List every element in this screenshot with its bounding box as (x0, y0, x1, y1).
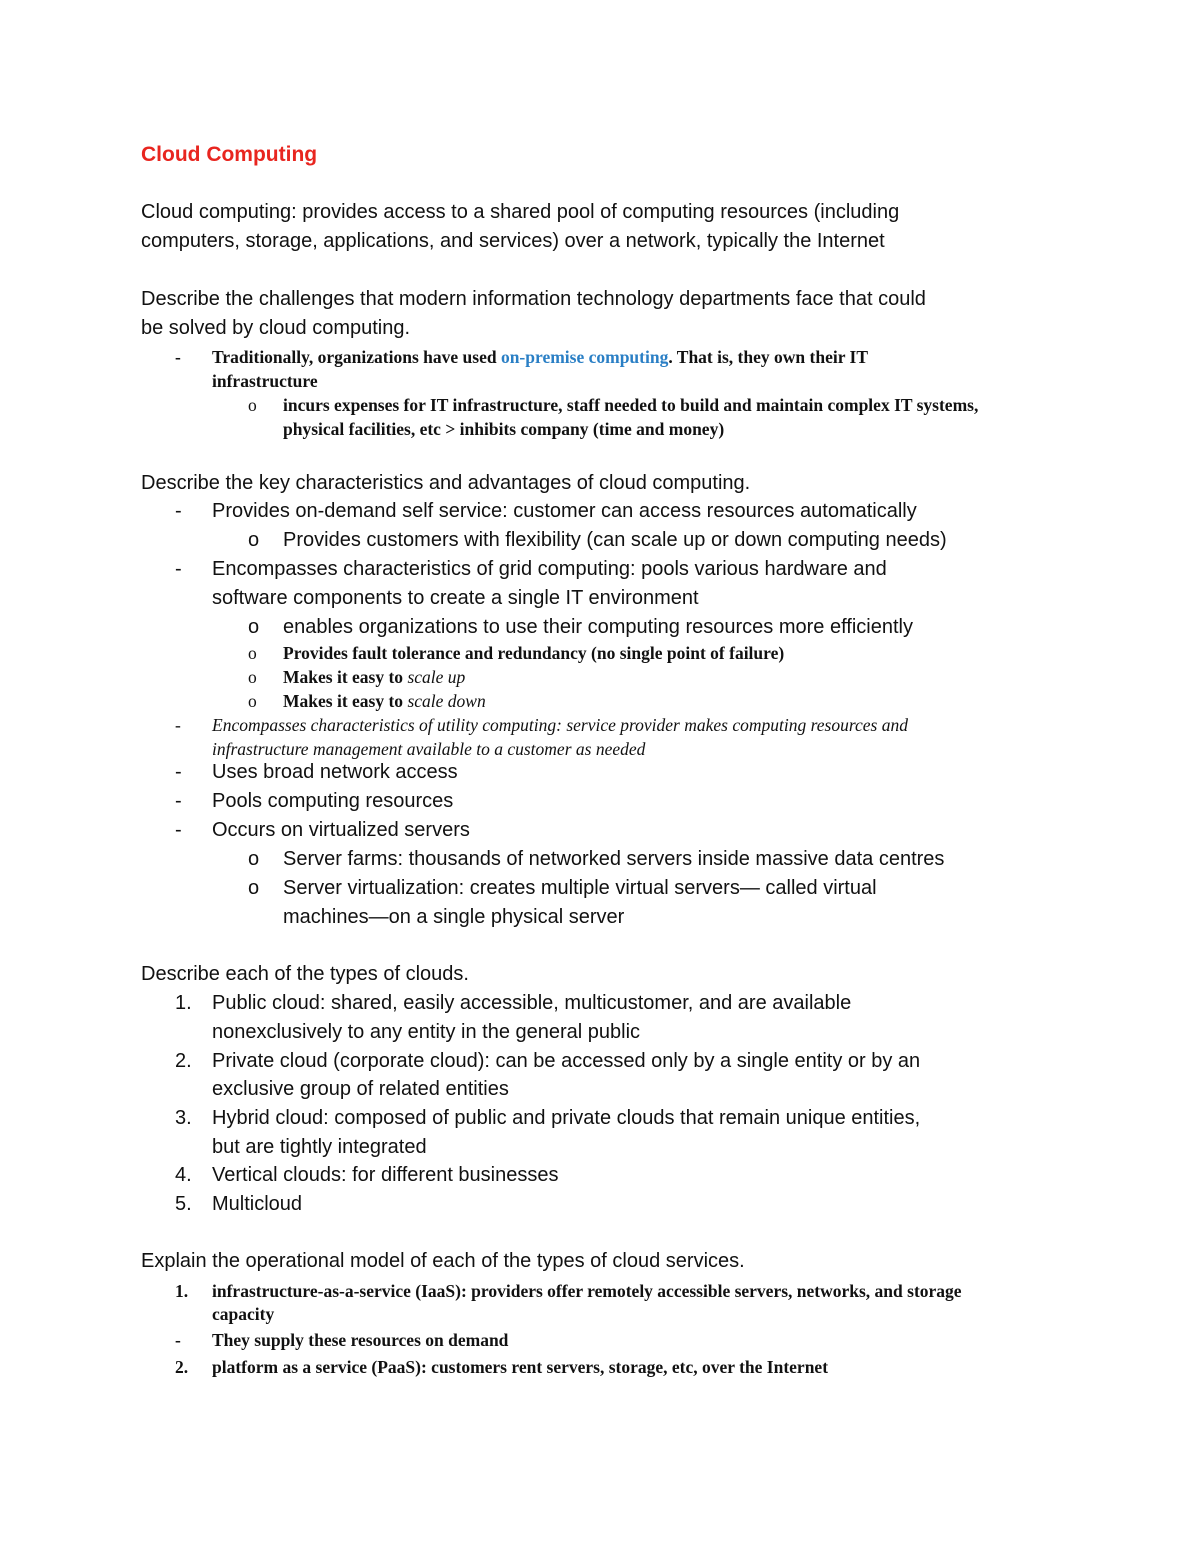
q2-bullet-4: Uses broad network access (212, 761, 458, 783)
q3-item-3-line-2: but are tightly integrated (212, 1136, 427, 1158)
circle-marker: o (248, 667, 257, 687)
q1-bullet-1-text-pre: Traditionally, organizations have used (212, 347, 501, 367)
circle-marker: o (248, 643, 257, 663)
q2-sub-4-pre: Makes it easy to (283, 691, 408, 711)
q3-item-1-line-2: nonexclusively to any entity in the general public (212, 1021, 641, 1043)
q3-item-5: Multicloud (212, 1193, 303, 1215)
scale-down-text: scale down (407, 691, 486, 711)
q2-bullet-3-line-2: infrastructure management available to a customer as needed (212, 739, 646, 759)
dash-marker: - (175, 500, 182, 522)
q3-item-2-number: 2. (175, 1050, 192, 1072)
dash-marker: - (175, 790, 182, 812)
q3-heading: Describe each of the types of clouds. (141, 963, 469, 985)
q4-item-1-line-2: capacity (212, 1304, 275, 1324)
q3-item-2-line-2: exclusive group of related entities (212, 1078, 509, 1100)
q3-item-1: Public cloud: shared, easily accessible, multicustomer, and are available (212, 992, 852, 1014)
q3-item-4-number: 4. (175, 1164, 192, 1186)
q1-bullet-1 (212, 345, 868, 369)
q4-item-1-sub: They supply these resources on demand (212, 1330, 509, 1350)
q2-bullet-6-sub-1: Server farms: thousands of networked servers inside massive data centres (283, 848, 945, 870)
q1-sub-bullet-1: incurs expenses for IT infrastructure, staff needed to build and maintain complex IT systems, (283, 395, 979, 415)
q3-item-2: Private cloud (corporate cloud): can be accessed only by a single entity or by an (212, 1050, 921, 1072)
q3-item-3: Hybrid cloud: composed of public and private clouds that remain unique entities, (212, 1107, 921, 1129)
q2-bullet-6: Occurs on virtualized servers (212, 819, 470, 841)
q2-bullet-2-sub-2: Provides fault tolerance and redundancy (no single point of failure) (283, 643, 785, 663)
q2-heading: Describe the key characteristics and advantages of cloud computing. (141, 472, 751, 494)
dash-marker: - (175, 558, 182, 580)
q3-item-3-number: 3. (175, 1107, 192, 1129)
q4-item-2: platform as a service (PaaS): customers rent servers, storage, etc, over the Internet (212, 1357, 829, 1377)
q4-item-1-number: 1. (175, 1281, 189, 1301)
q2-bullet-2-sub-4 (283, 689, 486, 713)
dash-marker: - (175, 761, 182, 783)
q2-sub-3-pre: Makes it easy to (283, 667, 408, 687)
page-title: Cloud Computing (141, 143, 318, 166)
q2-bullet-2-sub-1: enables organizations to use their computing resources more efficiently (283, 616, 913, 638)
q4-item-1: infrastructure-as-a-service (IaaS): providers offer remotely accessible servers, networks, and storage (212, 1281, 962, 1301)
dash-marker: - (175, 1330, 181, 1350)
q2-bullet-6-sub-2: Server virtualization: creates multiple virtual servers— called virtual (283, 877, 877, 899)
q1-bullet-1-line-2: infrastructure (212, 371, 318, 391)
q1-sub-bullet-1-line-2: physical facilities, etc > inhibits company (time and money) (283, 419, 725, 439)
circle-marker: o (248, 848, 260, 870)
q2-bullet-2-line-2: software components to create a single IT environment (212, 587, 699, 609)
q1-heading-line-1: Describe the challenges that modern information technology departments face that could (141, 288, 926, 310)
circle-marker: o (248, 877, 260, 899)
q3-item-5-number: 5. (175, 1193, 192, 1215)
q2-bullet-5: Pools computing resources (212, 790, 454, 812)
on-premise-link-text: on-premise computing (500, 347, 669, 367)
definition-line-1: Cloud computing: provides access to a shared pool of computing resources (including (141, 201, 900, 223)
q4-heading: Explain the operational model of each of the types of cloud services. (141, 1250, 745, 1272)
q3-item-4: Vertical clouds: for different businesses (212, 1164, 559, 1186)
dash-marker: - (175, 347, 181, 367)
circle-marker: o (248, 691, 257, 711)
circle-marker: o (248, 395, 257, 415)
q1-bullet-1-text-post: . That is, they own their IT (668, 347, 869, 367)
q2-bullet-1: Provides on-demand self service: customer can access resources automatically (212, 500, 917, 522)
definition-line-2: computers, storage, applications, and services) over a network, typically the Internet (141, 230, 885, 252)
q2-bullet-3: Encompasses characteristics of utility computing: service provider makes computing resources and (212, 715, 908, 735)
q1-heading-line-2: be solved by cloud computing. (141, 317, 411, 339)
q2-bullet-1-sub-1: Provides customers with flexibility (can scale up or down computing needs) (283, 529, 947, 551)
q2-bullet-6-sub-2-line-2: machines—on a single physical server (283, 906, 625, 928)
dash-marker: - (175, 715, 181, 735)
dash-marker: - (175, 819, 182, 841)
q4-item-2-number: 2. (175, 1357, 189, 1377)
q2-bullet-2: Encompasses characteristics of grid computing: pools various hardware and (212, 558, 887, 580)
scale-up-text: scale up (407, 667, 466, 687)
q2-bullet-2-sub-3 (283, 665, 465, 689)
q3-item-1-number: 1. (175, 992, 192, 1014)
circle-marker: o (248, 616, 260, 638)
circle-marker: o (248, 529, 260, 551)
